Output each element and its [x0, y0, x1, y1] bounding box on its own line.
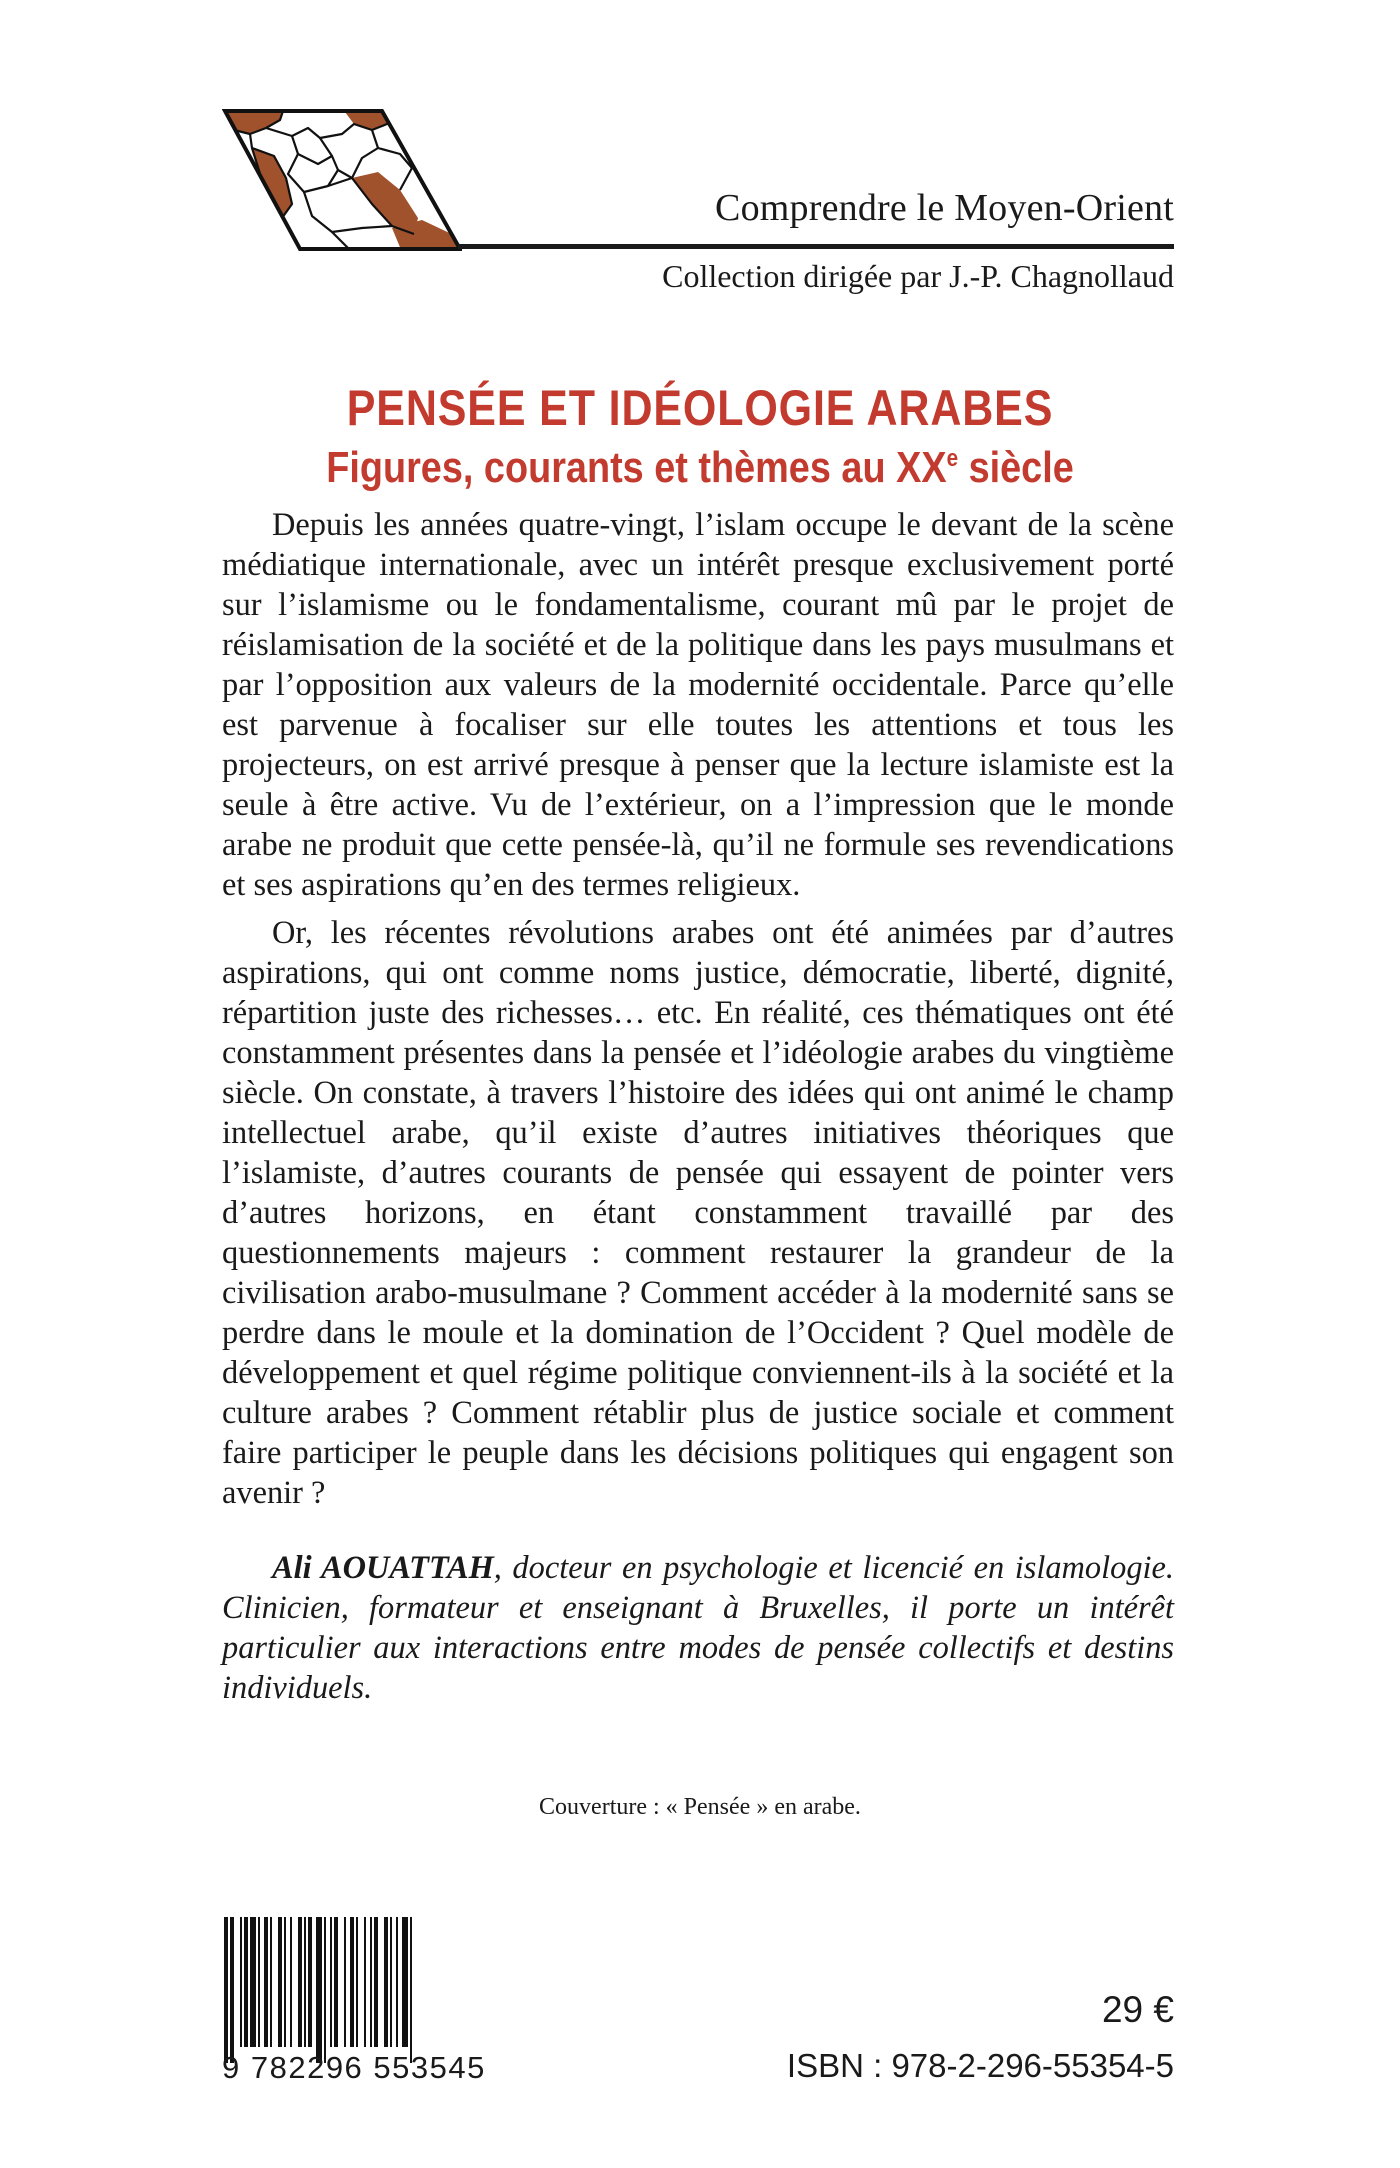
author-bio: [222, 1548, 1174, 1708]
barcode-bar: [410, 1917, 412, 2063]
series-editor: Collection dirigée par J.-P. Chagnollaud: [662, 258, 1174, 294]
barcode-bar: [230, 1917, 234, 2063]
subtitle-superscript: e: [946, 445, 959, 472]
barcode-bar: [350, 1917, 354, 2047]
barcode-bar: [244, 1917, 248, 2047]
series-divider: [458, 244, 1174, 249]
author-name: Ali AOUATTAH: [272, 1550, 494, 1586]
barcode-bar: [370, 1917, 372, 2047]
barcode-bar: [402, 1917, 408, 2047]
barcode-bar: [290, 1917, 292, 2047]
barcode-bar: [250, 1917, 256, 2047]
barcode-bar: [324, 1917, 326, 2063]
barcode-bar: [284, 1917, 286, 2047]
barcode-bar: [278, 1917, 282, 2047]
barcode-digits: 9 782296 553545: [222, 2050, 486, 2085]
barcode-bar: [374, 1917, 378, 2047]
barcode-bar: [264, 1917, 268, 2047]
book-title: PENSÉE ET IDÉOLOGIE ARABES: [346, 380, 1054, 436]
series-title: Comprendre le Moyen-Orient: [715, 187, 1174, 229]
barcode-icon: [222, 1917, 468, 2067]
isbn: ISBN : 978-2-296-55354-5: [786, 2047, 1174, 2084]
blurb-paragraph: Or, les récentes révolutions arabes ont été animées par d’autres aspirations, qui ont comme noms justice, démocratie, liberté, dignité, répartition juste des richesses… etc. En réalité, ces thématiques ont été constamment présentes dans la pensée et l’idéologie arabes du vingtième siècle. On constate, à travers l’histoire des idées qui ont animé le champ intellectuel arabe, qu’il existe d’autres initiatives théoriques que l’islamiste, d’autres courants de pensée qui essayent de pointer vers d’autres horizons, en étant constamment travaillé par des questionnements majeurs : comment restaurer la grandeur de la civilisation arabo-musulmane ? Comment accéder à la modernité sans se perdre dans le moule et la domination de l’Occident ? Quel modèle de développement et quel régime politique conviennent-ils à la société et la culture arabes ? Comment rétablir plus de justice sociale et comment faire participer le peuple dans les décisions politiques qui engagent son avenir ?: [222, 915, 1174, 1511]
subtitle-end: siècle: [958, 443, 1074, 492]
barcode-bar: [270, 1917, 272, 2047]
barcode-bar: [390, 1917, 392, 2047]
barcode-bar: [344, 1917, 346, 2047]
price: 29 €: [1101, 1989, 1174, 2030]
author-bio-text: , docteur en psychologie et licencié en islamologie. Clinicien, formateur et enseignant à Bruxelles, il porte un intérêt particulier aux interactions entre modes de pensée collectifs et destins individuels.: [222, 1550, 1174, 1706]
cover-credit: Couverture : « Pensée » en arabe.: [539, 1794, 861, 1820]
blurb-paragraph: Depuis les années quatre-vingt, l’islam occupe le devant de la scène médiatique internationale, avec un intérêt presque exclusivement porté sur l’islamisme ou le fondamentalisme, courant mû par le projet de réislamisation de la société et de la politique dans les pays musulmans et par l’opposition aux valeurs de la modernité occidentale. Parce qu’elle est parvenue à focaliser sur elle toutes les attentions et tous les projecteurs, on est arrivé presque à penser que la lecture islamiste est la seule à être active. Vu de l’extérieur, on a l’impression que le monde arabe ne produit que cette pensée-là, qu’il ne formule ses revendications et ses aspirations qu’en des termes religieux.: [222, 507, 1174, 903]
barcode-bar: [334, 1917, 338, 2047]
barcode-bar: [308, 1917, 312, 2047]
barcode-bar: [224, 1917, 228, 2063]
book-subtitle: [98, 442, 1302, 494]
collection-logo-map-icon: [222, 108, 462, 252]
barcode-bar: [364, 1917, 366, 2047]
barcode-bar: [240, 1917, 242, 2047]
barcode-bar: [384, 1917, 388, 2047]
barcode-bar: [356, 1917, 358, 2047]
barcode-bar: [298, 1917, 302, 2047]
blurb: [222, 505, 1174, 1513]
barcode-bar: [258, 1917, 260, 2047]
barcode-bar: [330, 1917, 332, 2047]
barcode-bar: [316, 1917, 322, 2063]
author-bio-paragraph: [222, 1548, 1174, 1708]
barcode-bar: [304, 1917, 306, 2047]
subtitle-main: Figures, courants et thèmes au XX: [326, 443, 947, 492]
barcode-bar: [396, 1917, 398, 2047]
